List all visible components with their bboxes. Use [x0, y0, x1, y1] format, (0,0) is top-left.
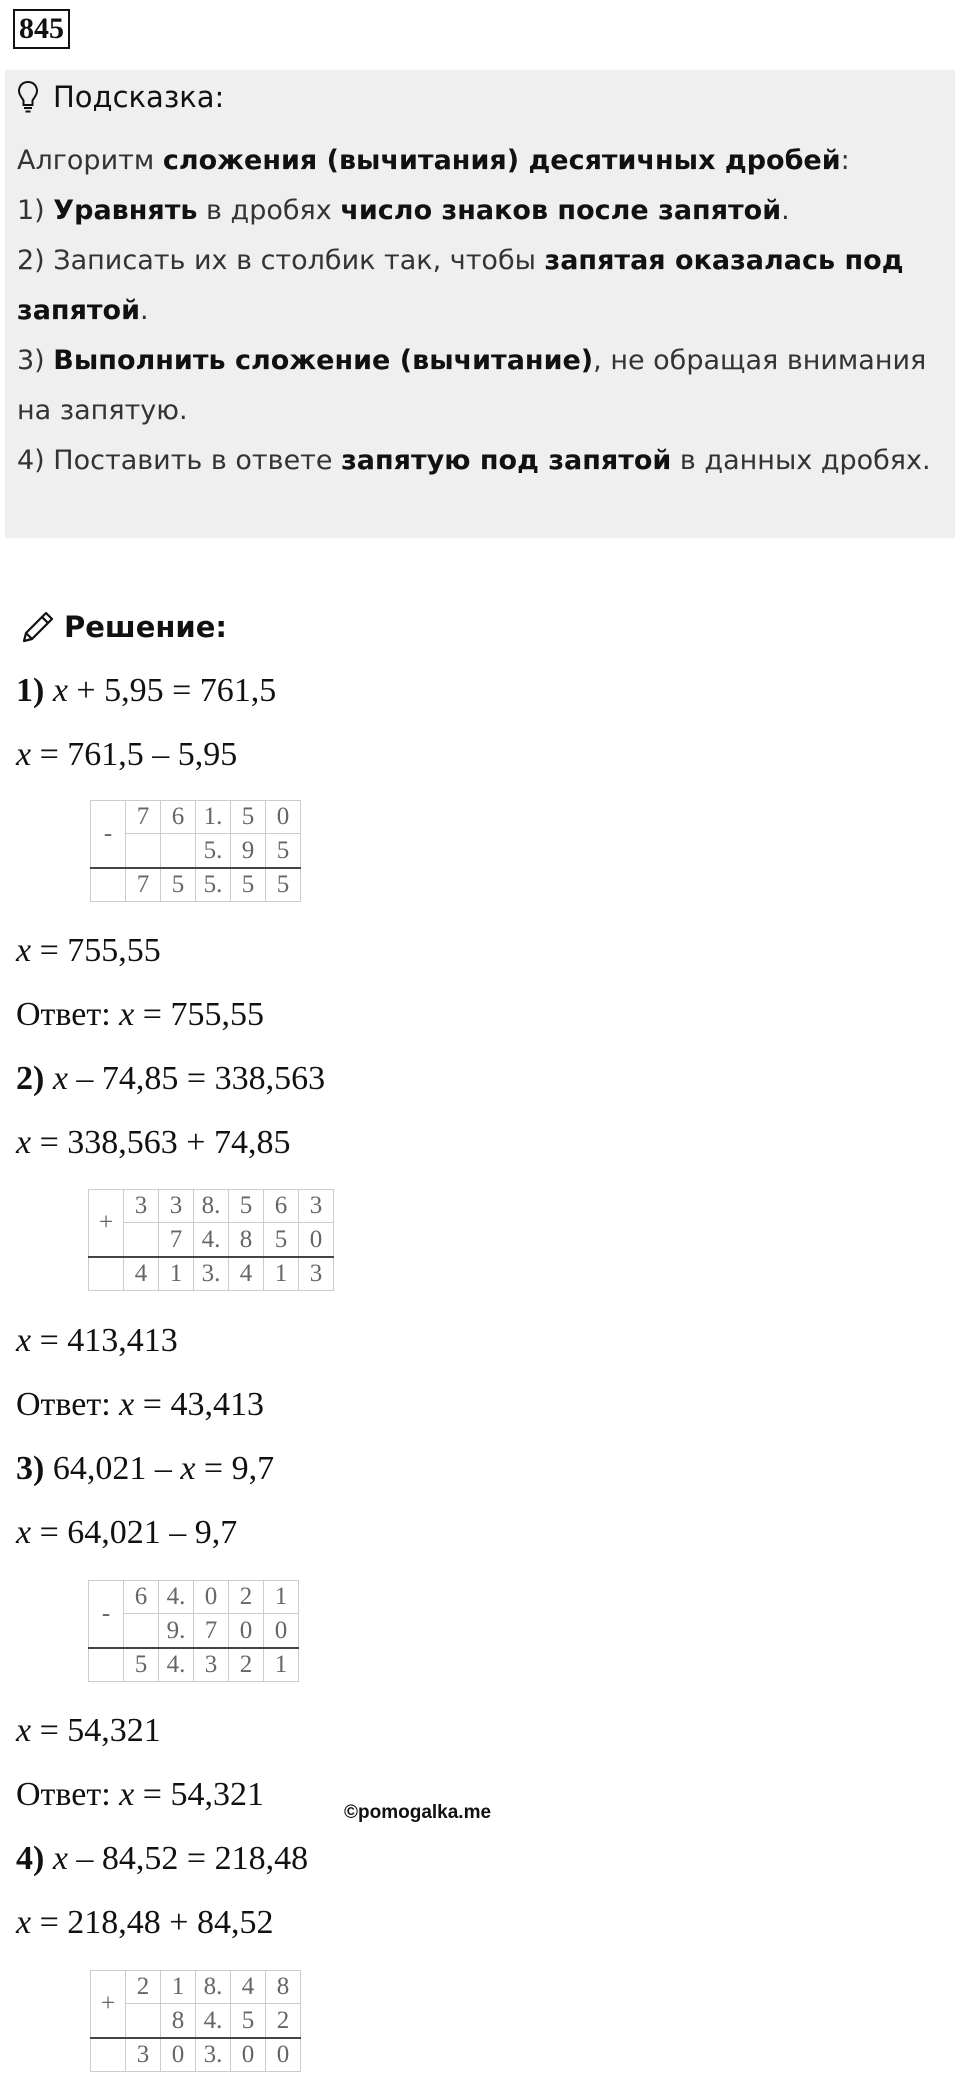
digit-cell: 8.	[196, 1971, 231, 2004]
text: = 338,563 + 74,85	[31, 1124, 291, 1161]
hint-step-1	[17, 195, 790, 226]
digit-cell: 5	[229, 1190, 264, 1223]
variable: x	[119, 996, 135, 1033]
text: = 218,48 + 84,52	[31, 1904, 274, 1941]
text: = 755,55	[31, 932, 161, 969]
pencil-icon	[18, 607, 58, 647]
digit-cell: 7	[194, 1614, 229, 1648]
digit-cell: 1	[264, 1581, 299, 1614]
digit-cell: 8	[229, 1223, 264, 1257]
variable: x	[16, 1904, 32, 1941]
p1-equation	[16, 672, 276, 710]
digit-cell	[124, 1223, 159, 1257]
text: – 84,52 = 218,48	[67, 1840, 309, 1877]
digit-cell: 6	[264, 1190, 299, 1223]
digit-cell: 5	[161, 868, 196, 902]
text: = 9,7	[195, 1450, 275, 1487]
text: .	[140, 295, 149, 326]
p2-result	[16, 1322, 178, 1360]
text: 1)	[17, 195, 54, 226]
digit-cell	[126, 2004, 161, 2038]
digit-cell: 5.	[196, 868, 231, 902]
digit-cell: 5	[231, 868, 266, 902]
digit-cell: 4.	[194, 1223, 229, 1257]
digit-cell: 0	[161, 2038, 196, 2072]
p2-equation	[16, 1060, 325, 1098]
digit-cell: 7	[126, 801, 161, 834]
digit-cell: 4	[231, 1971, 266, 2004]
variable: x	[16, 1322, 32, 1359]
digit-cell: 5	[266, 868, 301, 902]
digit-cell: 0	[229, 1614, 264, 1648]
variable: x	[119, 1386, 135, 1423]
digit-cell: 5	[266, 834, 301, 868]
digit-cell	[126, 834, 161, 868]
digit-cell: 0	[266, 2038, 301, 2072]
hint-step-4	[17, 445, 931, 476]
text: – 74,85 = 338,563	[67, 1060, 326, 1097]
problem-label: 2)	[16, 1060, 45, 1097]
digit-cell: 5	[231, 2004, 266, 2038]
p4-column-calc	[90, 1970, 301, 2072]
hint-step-3	[17, 345, 926, 376]
variable: x	[16, 736, 32, 773]
task-number: 845	[13, 9, 70, 49]
digit-cell: 3	[299, 1190, 334, 1223]
digit-cell: 5	[124, 1648, 159, 1682]
p2-column-calc	[88, 1189, 334, 1291]
p3-answer	[16, 1776, 264, 1814]
digit-cell: 3	[124, 1190, 159, 1223]
p1-transform	[16, 736, 237, 774]
watermark: ©pomogalka.me	[344, 1802, 492, 1823]
empty-cell	[91, 2038, 126, 2072]
variable: x	[52, 1840, 68, 1877]
hint-title	[17, 80, 224, 114]
p4-transform	[16, 1904, 273, 1942]
bold-text: запятой	[17, 295, 141, 326]
digit-cell: 5.	[196, 834, 231, 868]
bold-text: Уравнять	[53, 195, 198, 226]
variable: x	[16, 1124, 32, 1161]
text: 64,021 –	[52, 1450, 181, 1487]
digit-cell: 8	[266, 1971, 301, 2004]
digit-cell: 9	[231, 834, 266, 868]
hint-step-2	[17, 245, 904, 276]
variable: x	[52, 1060, 68, 1097]
digit-cell: 6	[124, 1581, 159, 1614]
digit-cell: 9.	[159, 1614, 194, 1648]
digit-cell: 3	[299, 1257, 334, 1291]
text: = 54,321	[134, 1776, 264, 1813]
text: Ответ:	[16, 1776, 120, 1813]
digit-cell: 2	[266, 2004, 301, 2038]
hint-step-3-cont: на запятую.	[17, 395, 188, 426]
operator: -	[89, 1581, 124, 1649]
lightbulb-icon	[17, 80, 39, 114]
variable: x	[16, 932, 32, 969]
text: в данных дробях.	[671, 445, 931, 476]
hint-step-2-cont	[17, 295, 149, 326]
digit-cell: 1	[161, 1971, 196, 2004]
text: = 54,321	[31, 1712, 161, 1749]
text: 2) Записать их в столбик так, чтобы	[17, 245, 545, 276]
text: = 43,413	[134, 1386, 264, 1423]
text: Ответ:	[16, 1386, 120, 1423]
operator: +	[91, 1971, 126, 2039]
digit-cell: 8	[161, 2004, 196, 2038]
text: = 755,55	[134, 996, 264, 1033]
digit-cell: 8.	[194, 1190, 229, 1223]
digit-cell: 2	[126, 1971, 161, 2004]
digit-cell: 4	[124, 1257, 159, 1291]
p3-transform	[16, 1514, 237, 1552]
digit-cell: 5	[231, 801, 266, 834]
digit-cell: 1.	[196, 801, 231, 834]
digit-cell: 3	[159, 1190, 194, 1223]
digit-cell: 0	[264, 1614, 299, 1648]
solution-title-text: Решение:	[64, 610, 228, 644]
digit-cell: 3	[194, 1648, 229, 1682]
bold-text: сложения (вычитания) десятичных дробей	[162, 145, 841, 176]
text: = 64,021 – 9,7	[31, 1514, 238, 1551]
hint-intro	[17, 145, 850, 176]
text: Ответ:	[16, 996, 120, 1033]
variable: x	[52, 672, 68, 709]
variable: x	[16, 1514, 32, 1551]
text: .	[781, 195, 790, 226]
p3-equation	[16, 1450, 274, 1488]
p2-transform	[16, 1124, 290, 1162]
digit-cell: 3.	[194, 1257, 229, 1291]
text: + 5,95 = 761,5	[67, 672, 277, 709]
p4-equation	[16, 1840, 308, 1878]
digit-cell: 1	[159, 1257, 194, 1291]
p1-column-calc	[90, 800, 301, 902]
digit-cell: 6	[161, 801, 196, 834]
problem-label: 3)	[16, 1450, 45, 1487]
digit-cell	[161, 834, 196, 868]
digit-cell: 2	[229, 1581, 264, 1614]
digit-cell: 0	[194, 1581, 229, 1614]
digit-cell: 0	[299, 1223, 334, 1257]
solution-title	[18, 607, 227, 647]
digit-cell: 2	[229, 1648, 264, 1682]
digit-cell: 1	[264, 1648, 299, 1682]
digit-cell: 7	[159, 1223, 194, 1257]
bold-text: запятая оказалась под	[544, 245, 904, 276]
bold-text: Выполнить сложение (вычитание)	[53, 345, 594, 376]
digit-cell: 4.	[159, 1581, 194, 1614]
p3-column-calc	[88, 1580, 299, 1682]
p1-result	[16, 932, 161, 970]
text: = 761,5 – 5,95	[31, 736, 238, 773]
p1-answer	[16, 996, 264, 1034]
bold-text: число знаков после запятой	[340, 195, 782, 226]
digit-cell: 5	[264, 1223, 299, 1257]
hint-box	[5, 70, 955, 538]
text: в дробях	[197, 195, 341, 226]
digit-cell: 4.	[159, 1648, 194, 1682]
digit-cell: 1	[264, 1257, 299, 1291]
text: = 413,413	[31, 1322, 178, 1359]
digit-cell: 0	[231, 2038, 266, 2072]
empty-cell	[89, 1648, 124, 1682]
p2-answer	[16, 1386, 264, 1424]
empty-cell	[91, 868, 126, 902]
bold-text: запятую под запятой	[341, 445, 672, 476]
digit-cell: 4.	[196, 2004, 231, 2038]
text: 3)	[17, 345, 54, 376]
p3-result	[16, 1712, 161, 1750]
operator: +	[89, 1190, 124, 1258]
variable: x	[16, 1712, 32, 1749]
digit-cell: 4	[229, 1257, 264, 1291]
digit-cell: 0	[266, 801, 301, 834]
text: Алгоритм	[17, 145, 163, 176]
digit-cell	[124, 1614, 159, 1648]
empty-cell	[89, 1257, 124, 1291]
text: , не обращая внимания	[593, 345, 927, 376]
problem-label: 1)	[16, 672, 45, 709]
text: 4) Поставить в ответе	[17, 445, 342, 476]
text: :	[840, 145, 850, 176]
digit-cell: 7	[126, 868, 161, 902]
problem-label: 4)	[16, 1840, 45, 1877]
hint-title-text: Подсказка:	[53, 80, 225, 114]
variable: x	[180, 1450, 196, 1487]
digit-cell: 3.	[196, 2038, 231, 2072]
digit-cell: 3	[126, 2038, 161, 2072]
operator: -	[91, 801, 126, 869]
variable: x	[119, 1776, 135, 1813]
